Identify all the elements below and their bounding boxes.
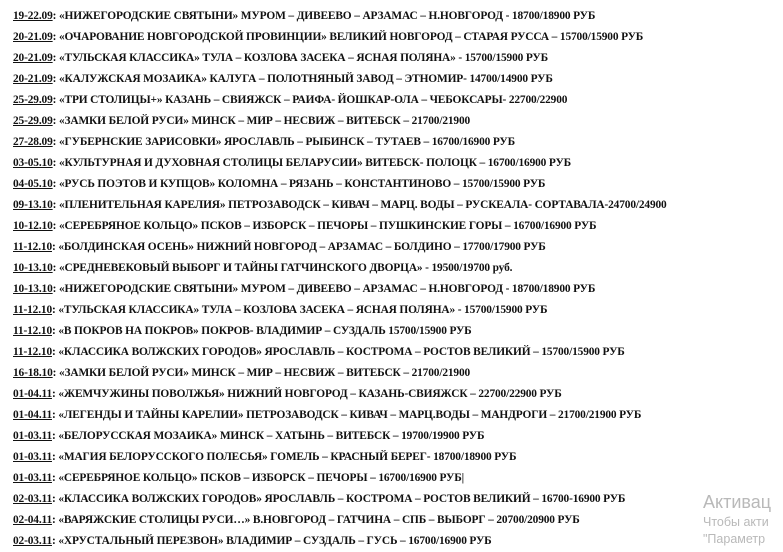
- tour-row: [13, 489, 783, 510]
- tour-row: [13, 48, 783, 69]
- tour-date: 20-21.09: [13, 73, 53, 85]
- tour-row: [13, 531, 783, 552]
- tour-row: [13, 468, 783, 489]
- tour-row: [13, 258, 783, 279]
- tour-description: : «ЛЕГЕНДЫ И ТАЙНЫ КАРЕЛИИ» ПЕТРОЗАВОДСК – КИВАЧ – МАРЦ.ВОДЫ – МАНДРОГИ – 21700/21900 РУБ: [51, 409, 642, 421]
- tour-date: 01-04.11: [13, 409, 52, 421]
- tour-date: 20-21.09: [13, 52, 53, 64]
- tour-date: 10-12.10: [13, 220, 53, 232]
- tour-description: : «КУЛЬТУРНАЯ И ДУХОВНАЯ СТОЛИЦЫ БЕЛАРУСИИ» ВИТЕБСК- ПОЛОЦК – 16700/16900 РУБ: [52, 157, 572, 169]
- tour-date: 09-13.10: [13, 199, 53, 211]
- tour-row: [13, 342, 783, 363]
- tour-description: : «КАЛУЖСКАЯ МОЗАИКА» КАЛУГА – ПОЛОТНЯНЫЙ ЗАВОД – ЭТНОМИР- 14700/14900 РУБ: [52, 73, 553, 85]
- tour-date: 11-12.10: [13, 304, 52, 316]
- tour-description: : «ТРИ СТОЛИЦЫ+» КАЗАНЬ – СВИЯЖСК – РАИФА- ЙОШКАР-ОЛА – ЧЕБОКСАРЫ- 22700/22900: [52, 94, 568, 106]
- tour-date: 10-13.10: [13, 283, 53, 295]
- tour-row: [13, 111, 783, 132]
- tour-description: : «МАГИЯ БЕЛОРУССКОГО ПОЛЕСЬЯ» ГОМЕЛЬ – КРАСНЫЙ БЕРЕГ- 18700/18900 РУБ: [51, 451, 517, 463]
- tour-description: : «РУСЬ ПОЭТОВ И КУПЦОВ» КОЛОМНА – РЯЗАНЬ – КОНСТАНТИНОВО – 15700/15900 РУБ: [52, 178, 546, 190]
- tour-date: 01-03.11: [13, 451, 52, 463]
- tour-row: [13, 174, 783, 195]
- watermark-line: Чтобы акти: [703, 515, 769, 529]
- tour-row: [13, 6, 783, 27]
- tour-description: : «СЕРЕБРЯНОЕ КОЛЬЦО» ПСКОВ – ИЗБОРСК – ПЕЧОРЫ – ПУШКИНСКИЕ ГОРЫ – 16700/16900 РУБ: [52, 220, 597, 232]
- tour-row: [13, 510, 783, 531]
- tour-date: 02-03.11: [13, 535, 52, 547]
- tour-row: [13, 300, 783, 321]
- activation-watermark: [703, 490, 783, 548]
- tour-description: : «СРЕДНЕВЕКОВЫЙ ВЫБОРГ И ТАЙНЫ ГАТЧИНСКОГО ДВОРЦА» - 19500/19700 руб.: [52, 262, 513, 274]
- tour-description: : «ЗАМКИ БЕЛОЙ РУСИ» МИНСК – МИР – НЕСВИЖ – ВИТЕБСК – 21700/21900: [52, 115, 471, 127]
- tour-date: 25-29.09: [13, 94, 53, 106]
- tour-row: [13, 321, 783, 342]
- tour-row: [13, 90, 783, 111]
- tour-description: : «КЛАССИКА ВОЛЖСКИХ ГОРОДОВ» ЯРОСЛАВЛЬ – КОСТРОМА – РОСТОВ ВЕЛИКИЙ – 15700/15900 РУБ: [51, 346, 625, 358]
- tour-date: 01-04.11: [13, 388, 52, 400]
- tour-date: 20-21.09: [13, 31, 53, 43]
- tour-row: [13, 237, 783, 258]
- tour-row: [13, 405, 783, 426]
- tour-date: 11-12.10: [13, 325, 52, 337]
- tour-list: [13, 6, 783, 552]
- tour-row: [13, 27, 783, 48]
- tour-row: [13, 195, 783, 216]
- tour-description: : «ГУБЕРНСКИЕ ЗАРИСОВКИ» ЯРОСЛАВЛЬ – РЫБИНСК – ТУТАЕВ – 16700/16900 РУБ: [52, 136, 515, 148]
- tour-description: : «ТУЛЬСКАЯ КЛАССИКА» ТУЛА – КОЗЛОВА ЗАСЕКА – ЯСНАЯ ПОЛЯНА» - 15700/15900 РУБ: [51, 304, 548, 316]
- tour-date: 11-12.10: [13, 241, 52, 253]
- tour-date: 01-03.11: [13, 472, 52, 484]
- tour-row: [13, 426, 783, 447]
- watermark-line: "Параметр: [703, 532, 766, 546]
- tour-row: [13, 132, 783, 153]
- tour-row: [13, 363, 783, 384]
- tour-date: 02-03.11: [13, 493, 52, 505]
- tour-description: : «ТУЛЬСКАЯ КЛАССИКА» ТУЛА – КОЗЛОВА ЗАСЕКА – ЯСНАЯ ПОЛЯНА» - 15700/15900 РУБ: [52, 52, 548, 64]
- tour-description: : «ХРУСТАЛЬНЫЙ ПЕРЕЗВОН» ВЛАДИМИР – СУЗДАЛЬ – ГУСЬ – 16700/16900 РУБ: [51, 535, 492, 547]
- tour-row: [13, 279, 783, 300]
- tour-row: [13, 447, 783, 468]
- tour-date: 01-03.11: [13, 430, 52, 442]
- tour-date: 27-28.09: [13, 136, 53, 148]
- tour-description: : «ОЧАРОВАНИЕ НОВГОРОДСКОЙ ПРОВИНЦИИ» ВЕЛИКИЙ НОВГОРОД – СТАРАЯ РУССА – 15700/15900 РУБ: [52, 31, 644, 43]
- tour-description: : «СЕРЕБРЯНОЕ КОЛЬЦО» ПСКОВ – ИЗБОРСК – ПЕЧОРЫ – 16700/16900 РУБ|: [51, 472, 464, 484]
- tour-date: 03-05.10: [13, 157, 53, 169]
- tour-row: [13, 69, 783, 90]
- tour-description: : «ЖЕМЧУЖИНЫ ПОВОЛЖЬЯ» НИЖНИЙ НОВГОРОД – КАЗАНЬ-СВИЯЖСК – 22700/22900 РУБ: [51, 388, 562, 400]
- tour-date: 04-05.10: [13, 178, 53, 190]
- watermark-title: Активац: [703, 492, 772, 512]
- tour-date: 16-18.10: [13, 367, 53, 379]
- tour-date: 10-13.10: [13, 262, 53, 274]
- tour-date: 25-29.09: [13, 115, 53, 127]
- tour-description: : «ПЛЕНИТЕЛЬНАЯ КАРЕЛИЯ» ПЕТРОЗАВОДСК – КИВАЧ – МАРЦ. ВОДЫ – РУСКЕАЛА- СОРТАВАЛА-24700/24900: [52, 199, 667, 211]
- tour-description: : «КЛАССИКА ВОЛЖСКИХ ГОРОДОВ» ЯРОСЛАВЛЬ – КОСТРОМА – РОСТОВ ВЕЛИКИЙ – 16700-16900 РУБ: [51, 493, 626, 505]
- tour-description: : «ВАРЯЖСКИЕ СТОЛИЦЫ РУСИ…» В.НОВГОРОД – ГАТЧИНА – СПБ – ВЫБОРГ – 20700/20900 РУБ: [51, 514, 580, 526]
- tour-description: : «БЕЛОРУССКАЯ МОЗАИКА» МИНСК – ХАТЫНЬ – ВИТЕБСК – 19700/19900 РУБ: [51, 430, 485, 442]
- tour-description: : «БОЛДИНСКАЯ ОСЕНЬ» НИЖНИЙ НОВГОРОД – АРЗАМАС – БОЛДИНО – 17700/17900 РУБ: [51, 241, 546, 253]
- tour-row: [13, 384, 783, 405]
- tour-description: : «В ПОКРОВ НА ПОКРОВ» ПОКРОВ- ВЛАДИМИР – СУЗДАЛЬ 15700/15900 РУБ: [51, 325, 472, 337]
- tour-date: 11-12.10: [13, 346, 52, 358]
- tour-date: 02-04.11: [13, 514, 52, 526]
- tour-description: : «ЗАМКИ БЕЛОЙ РУСИ» МИНСК – МИР – НЕСВИЖ – ВИТЕБСК – 21700/21900: [52, 367, 471, 379]
- tour-row: [13, 216, 783, 237]
- tour-date: 19-22.09: [13, 10, 53, 22]
- tour-description: : «НИЖЕГОРОДСКИЕ СВЯТЫНИ» МУРОМ – ДИВЕЕВО – АРЗАМАС – Н.НОВГОРОД - 18700/18900 РУБ: [52, 10, 596, 22]
- tour-row: [13, 153, 783, 174]
- tour-description: : «НИЖЕГОРОДСКИЕ СВЯТЫНИ» МУРОМ – ДИВЕЕВО – АРЗАМАС – Н.НОВГОРОД - 18700/18900 РУБ: [52, 283, 596, 295]
